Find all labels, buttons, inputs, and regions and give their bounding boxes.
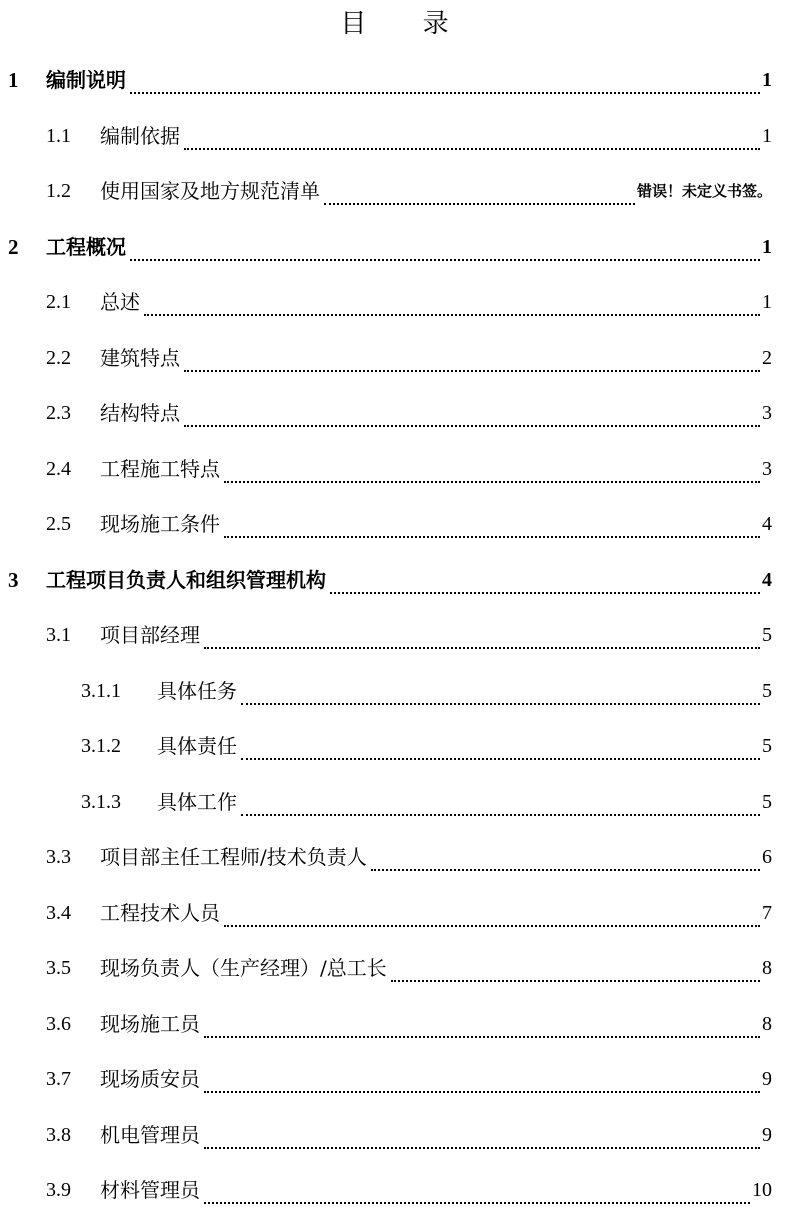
entry-number: 2.2 — [46, 347, 71, 369]
entry-title: 机电管理员 — [100, 1123, 200, 1147]
entry-number: 3.7 — [46, 1068, 71, 1090]
entry-title: 具体任务 — [157, 679, 237, 703]
entry-number: 3.4 — [46, 902, 71, 924]
entry-page: 8 — [762, 1013, 772, 1035]
entry-page: 错误！未定义书签。 — [636, 182, 772, 200]
dot-leader — [391, 966, 760, 982]
entry-number: 2.4 — [46, 458, 71, 480]
entry-title: 工程技术人员 — [100, 901, 220, 925]
dot-leader — [130, 245, 760, 261]
entry-page: 4 — [762, 513, 772, 535]
toc-entry[interactable] — [46, 284, 772, 320]
entry-page: 3 — [762, 458, 772, 480]
toc-entry[interactable] — [46, 451, 772, 487]
entry-page: 1 — [762, 69, 772, 91]
dot-leader — [144, 300, 760, 316]
dot-leader — [371, 855, 760, 871]
toc-entry[interactable] — [46, 506, 772, 542]
dot-leader — [184, 411, 760, 427]
entry-page: 1 — [762, 125, 772, 147]
entry-title: 编制依据 — [100, 124, 180, 148]
dot-leader — [241, 689, 760, 705]
entry-number: 3.9 — [46, 1179, 71, 1201]
toc-entry[interactable] — [8, 62, 772, 98]
entry-number: 3.3 — [46, 846, 71, 868]
entry-title: 项目部经理 — [100, 623, 200, 647]
entry-page: 4 — [762, 569, 772, 591]
entry-number: 2 — [8, 235, 19, 259]
entry-page: 7 — [762, 902, 772, 924]
entry-title: 具体责任 — [157, 734, 237, 758]
dot-leader — [241, 800, 760, 816]
dot-leader — [130, 78, 760, 94]
toc-entry[interactable] — [46, 895, 772, 931]
dot-leader — [204, 1133, 760, 1149]
entry-title: 工程项目负责人和组织管理机构 — [46, 568, 326, 592]
entry-page: 5 — [762, 680, 772, 702]
entry-title: 编制说明 — [46, 68, 126, 92]
entry-number: 3.6 — [46, 1013, 71, 1035]
dot-leader — [224, 911, 760, 927]
entry-title: 现场质安员 — [100, 1067, 200, 1091]
toc-entry[interactable] — [46, 839, 772, 875]
entry-page: 1 — [762, 291, 772, 313]
toc-entry[interactable] — [81, 728, 772, 764]
dot-leader — [184, 134, 760, 150]
entry-title: 材料管理员 — [100, 1178, 200, 1202]
entry-title: 工程施工特点 — [100, 457, 220, 481]
toc-entry[interactable] — [46, 1172, 772, 1208]
entry-title: 项目部主任工程师/技术负责人 — [100, 845, 367, 869]
entry-page: 5 — [762, 791, 772, 813]
entry-title: 总述 — [100, 290, 140, 314]
dot-leader — [330, 578, 760, 594]
entry-number: 3.8 — [46, 1124, 71, 1146]
entry-number: 3 — [8, 568, 19, 592]
entry-page: 9 — [762, 1068, 772, 1090]
toc-entry[interactable] — [46, 173, 772, 209]
entry-number: 3.5 — [46, 957, 71, 979]
entry-page: 9 — [762, 1124, 772, 1146]
entry-title: 现场施工条件 — [100, 512, 220, 536]
entry-number: 2.1 — [46, 291, 71, 313]
entry-number: 3.1.1 — [81, 680, 121, 702]
dot-leader — [204, 633, 760, 649]
entry-page: 2 — [762, 347, 772, 369]
entry-title: 建筑特点 — [100, 346, 180, 370]
entry-page: 3 — [762, 402, 772, 424]
dot-leader — [204, 1188, 750, 1204]
entry-title: 工程概况 — [46, 235, 126, 259]
entry-title: 结构特点 — [100, 401, 180, 425]
toc-entry[interactable] — [46, 118, 772, 154]
entry-page: 5 — [762, 624, 772, 646]
toc-entry[interactable] — [46, 395, 772, 431]
toc-entry[interactable] — [46, 1117, 772, 1153]
entry-number: 2.3 — [46, 402, 71, 424]
entry-title: 现场负责人（生产经理）/总工长 — [100, 956, 387, 980]
entry-number: 1.1 — [46, 125, 71, 147]
entry-title: 使用国家及地方规范清单 — [100, 179, 320, 203]
entry-number: 2.5 — [46, 513, 71, 535]
dot-leader — [324, 189, 635, 205]
toc-entry[interactable] — [8, 229, 772, 265]
toc-entry[interactable] — [8, 562, 772, 598]
entry-number: 3.1.3 — [81, 791, 121, 813]
dot-leader — [204, 1077, 760, 1093]
dot-leader — [204, 1022, 760, 1038]
entry-page: 5 — [762, 735, 772, 757]
toc-entry[interactable] — [81, 784, 772, 820]
toc-title: 目 录 — [340, 9, 473, 39]
entry-title: 具体工作 — [157, 790, 237, 814]
dot-leader — [224, 467, 760, 483]
toc-entry[interactable] — [46, 1061, 772, 1097]
toc-entry[interactable] — [46, 1006, 772, 1042]
toc-entry[interactable] — [81, 673, 772, 709]
dot-leader — [184, 356, 760, 372]
entry-title: 现场施工员 — [100, 1012, 200, 1036]
toc-entry[interactable] — [46, 617, 772, 653]
entry-number: 3.1.2 — [81, 735, 121, 757]
entry-page: 6 — [762, 846, 772, 868]
entry-page: 1 — [762, 236, 772, 258]
toc-entry[interactable] — [46, 950, 772, 986]
entry-page: 10 — [752, 1179, 772, 1201]
entry-page: 8 — [762, 957, 772, 979]
dot-leader — [241, 744, 760, 760]
entry-number: 3.1 — [46, 624, 71, 646]
toc-entry[interactable] — [46, 340, 772, 376]
dot-leader — [224, 522, 760, 538]
entry-number: 1.2 — [46, 180, 71, 202]
entry-number: 1 — [8, 68, 19, 92]
